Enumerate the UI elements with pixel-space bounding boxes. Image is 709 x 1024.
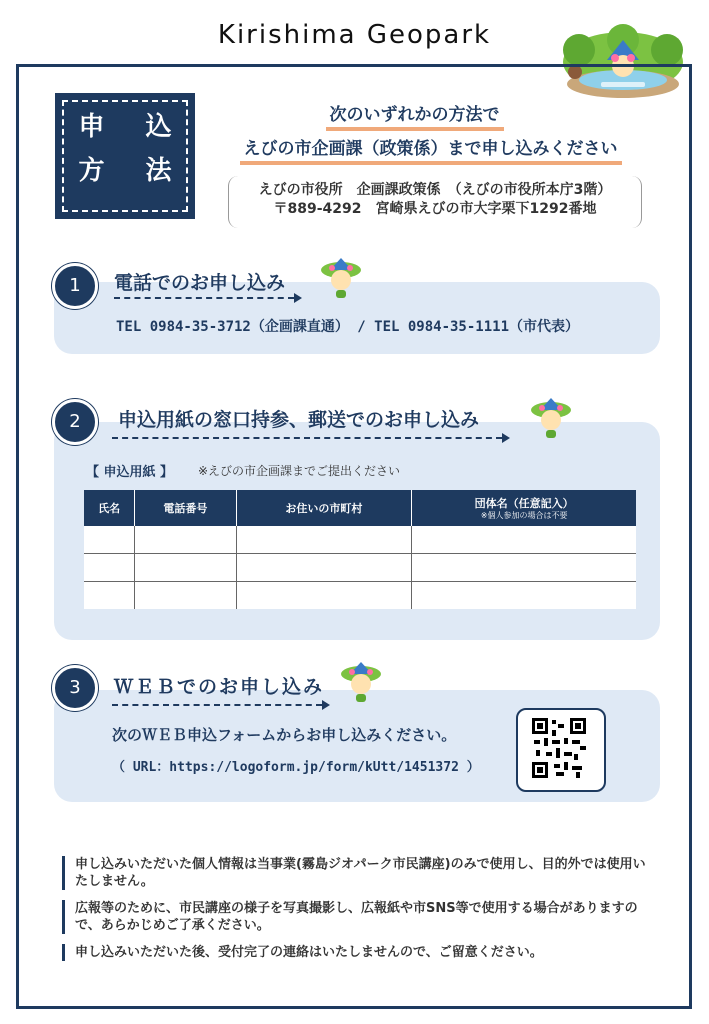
table-row <box>84 582 636 610</box>
headline-line2: えびの市企画課（政策係）まで申し込みください <box>240 134 622 165</box>
note-no-confirmation: 申し込みいただいた後、受付完了の連絡はいたしませんので、ご留意ください。 <box>62 944 652 961</box>
form-note: ※えびの市企画課までご提出ください <box>198 464 401 478</box>
section-2-arrow <box>112 437 502 439</box>
column-city: お住いの市町村 <box>236 490 412 526</box>
web-instruction: 次のＷＥＢ申込フォームからお申し込みください。 <box>112 726 457 744</box>
qr-code-icon <box>518 710 600 786</box>
section-2-number: 2 <box>52 399 98 445</box>
section-1-title: 電話でのお申し込み <box>114 272 286 294</box>
address-line2: 〒889-4292 宮崎県えびの市大字栗下1292番地 <box>273 201 597 217</box>
table-row <box>84 526 636 554</box>
section-2-title: 申込用紙の窓口持参、郵送でのお申し込み <box>118 409 480 431</box>
mascot-icon <box>528 396 574 440</box>
section-3-title: ＷＥＢでのお申し込み <box>114 676 325 698</box>
page-title: Kirishima Geopark <box>217 20 492 50</box>
column-name: 氏名 <box>84 490 135 526</box>
column-group-label: 団体名（任意記入） <box>474 497 574 510</box>
address-line1: えびの市役所 企画課政策係 （えびの市役所本庁3階） <box>258 182 612 198</box>
table-row <box>84 554 636 582</box>
badge-line2: 方 法 <box>78 156 188 186</box>
column-phone: 電話番号 <box>135 490 236 526</box>
office-address <box>228 176 642 228</box>
notes-list <box>62 856 652 971</box>
form-label: 【 申込用紙 】 <box>86 465 174 480</box>
qr-code[interactable] <box>516 708 606 792</box>
mascot-icon <box>338 660 384 704</box>
section-3-arrow <box>112 704 322 706</box>
note-privacy: 申し込みいただいた個人情報は当事業(霧島ジオパーク市民講座)のみで使用し、目的外では使用いたしません。 <box>62 856 652 890</box>
section-3-number: 3 <box>52 665 98 711</box>
badge-line1: 申 込 <box>78 112 188 142</box>
section-1-number: 1 <box>52 263 98 309</box>
column-group-note: ※個人参加の場合は不要 <box>480 511 568 520</box>
headline-line1: 次のいずれかの方法で <box>326 100 504 131</box>
application-form-table <box>84 490 636 609</box>
phone-numbers: TEL 0984-35-3712（企画課直通） / TEL 0984-35-1111（市代表） <box>116 319 580 335</box>
section-1-arrow <box>114 297 294 299</box>
mascot-icon <box>318 256 364 300</box>
note-photography: 広報等のために、市民講座の様子を写真撮影し、広報紙や市SNS等で使用する場合がありますので、あらかじめご了承ください。 <box>62 900 652 934</box>
form-url[interactable]: （ URL：https://logoform.jp/form/kUtt/1451372 ） <box>112 760 480 775</box>
column-group <box>412 490 636 526</box>
